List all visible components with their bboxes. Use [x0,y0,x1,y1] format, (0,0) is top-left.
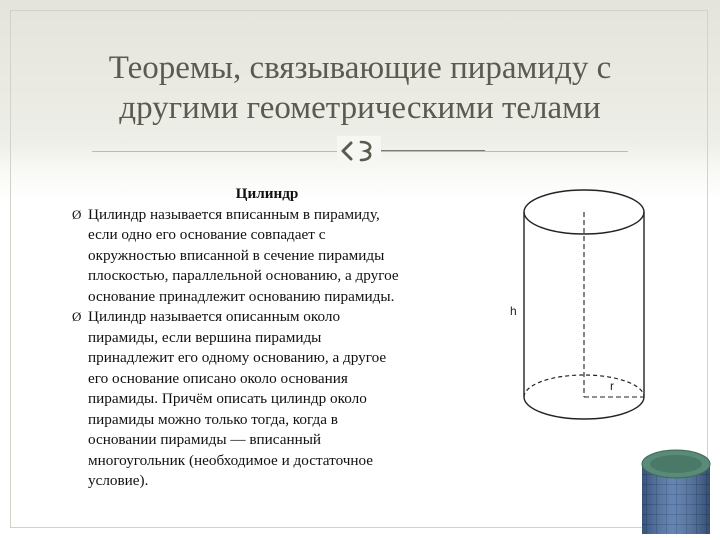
radius-label: r [610,379,614,393]
bullet-circumscribed [72,307,464,492]
title-line-1: Теоремы, связывающие пирамиду с [108,50,612,86]
slide-title [60,48,660,128]
bullet-line: многоугольник (необходимое и достаточное [88,451,374,469]
bullet-line: принадлежит его одному основанию, а другое [88,349,387,366]
height-label: h [510,304,517,318]
cylinder-bottom-back [524,375,644,397]
divider-left [92,151,337,152]
bullet-line: пирамиды можно только тогда, когда в [88,410,338,428]
bullet-line: условие). [88,472,149,489]
bullet-inscribed [72,205,464,308]
bullet-arrow-icon: Ø [72,206,82,222]
bullet-line: окружностью вписанной в сечение пирамиды [88,246,385,264]
ornament-icon [337,136,381,166]
divider-right [378,151,628,152]
title-line-2: другими геометрическими телами [119,90,601,126]
cylinder-diagram [508,182,663,437]
bullet-line: если одно его основание совпадает с [88,226,326,243]
decorative-cylinder-icon [636,444,716,540]
bullet-line: Цилиндр называется описанным около [88,308,341,325]
bullet-line: его основание описано около основания [88,369,348,387]
cylinder-bottom-front [524,397,644,419]
section-heading: Цилиндр [235,185,299,202]
bullet-arrow-icon: Ø [72,309,82,324]
bullet-line: пирамиды, если вершина пирамиды [88,328,322,346]
bullet-line: пирамиды. Причём описать цилиндр около [88,390,367,407]
bullet-line: плоскостью, параллельной основанию, а другое [88,267,399,284]
bullet-line: основании пирамиды — вписанный [88,431,322,448]
bullet-line: основание принадлежит основанию пирамиды. [88,287,395,305]
slide-body [72,184,464,492]
bullet-line: Цилиндр называется вписанным в пирамиду, [88,205,380,223]
